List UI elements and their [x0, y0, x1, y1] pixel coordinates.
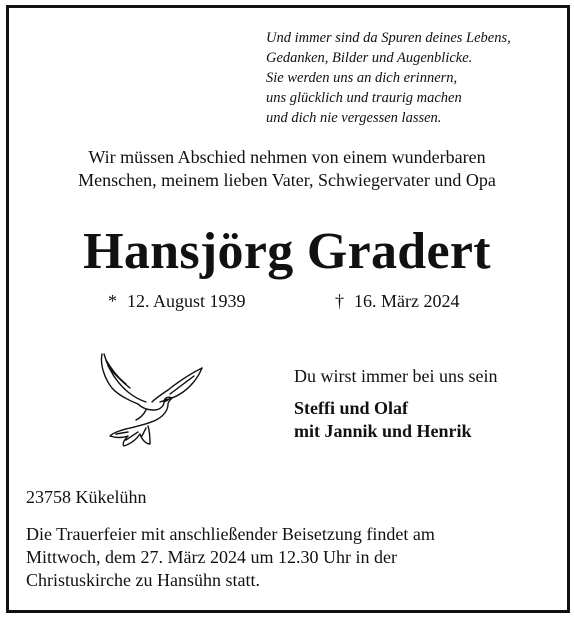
- family-line: mit Jannik und Henrik: [294, 421, 472, 441]
- family-signature: [294, 397, 472, 443]
- intro-line: Menschen, meinem lieben Vater, Schwiegervater und Opa: [78, 170, 496, 190]
- intro-text: [0, 146, 574, 192]
- deceased-name: Hansjörg Gradert: [83, 223, 491, 280]
- poem-line: uns glücklich und traurig machen: [266, 90, 462, 106]
- service-line: Die Trauerfeier mit anschließender Beisetzung findet am: [26, 524, 435, 544]
- service-line: Mittwoch, dem 27. März 2024 um 12.30 Uhr in der: [26, 547, 397, 567]
- death-symbol: †: [335, 291, 344, 311]
- poem-line: Gedanken, Bilder und Augenblicke.: [266, 50, 473, 66]
- service-notice: [26, 523, 435, 592]
- intro-line: Wir müssen Abschied nehmen von einem wunderbaren: [88, 147, 486, 167]
- remembrance-line: Du wirst immer bei uns sein: [294, 366, 498, 386]
- birth-symbol: *: [108, 291, 117, 311]
- place: 23758 Kükelühn: [26, 487, 147, 507]
- poem-line: Und immer sind da Spuren deines Lebens,: [266, 30, 511, 46]
- dove-icon: [98, 348, 208, 448]
- service-line: Christuskirche zu Hansühn statt.: [26, 570, 260, 590]
- birth-date-text: 12. August 1939: [127, 291, 246, 311]
- poem: [266, 28, 511, 128]
- poem-line: und dich nie vergessen lassen.: [266, 110, 442, 126]
- death-date-text: 16. März 2024: [354, 291, 460, 311]
- death-date: [335, 290, 459, 312]
- birth-date: [108, 290, 246, 312]
- family-line: Steffi und Olaf: [294, 398, 409, 418]
- poem-line: Sie werden uns an dich erinnern,: [266, 70, 458, 86]
